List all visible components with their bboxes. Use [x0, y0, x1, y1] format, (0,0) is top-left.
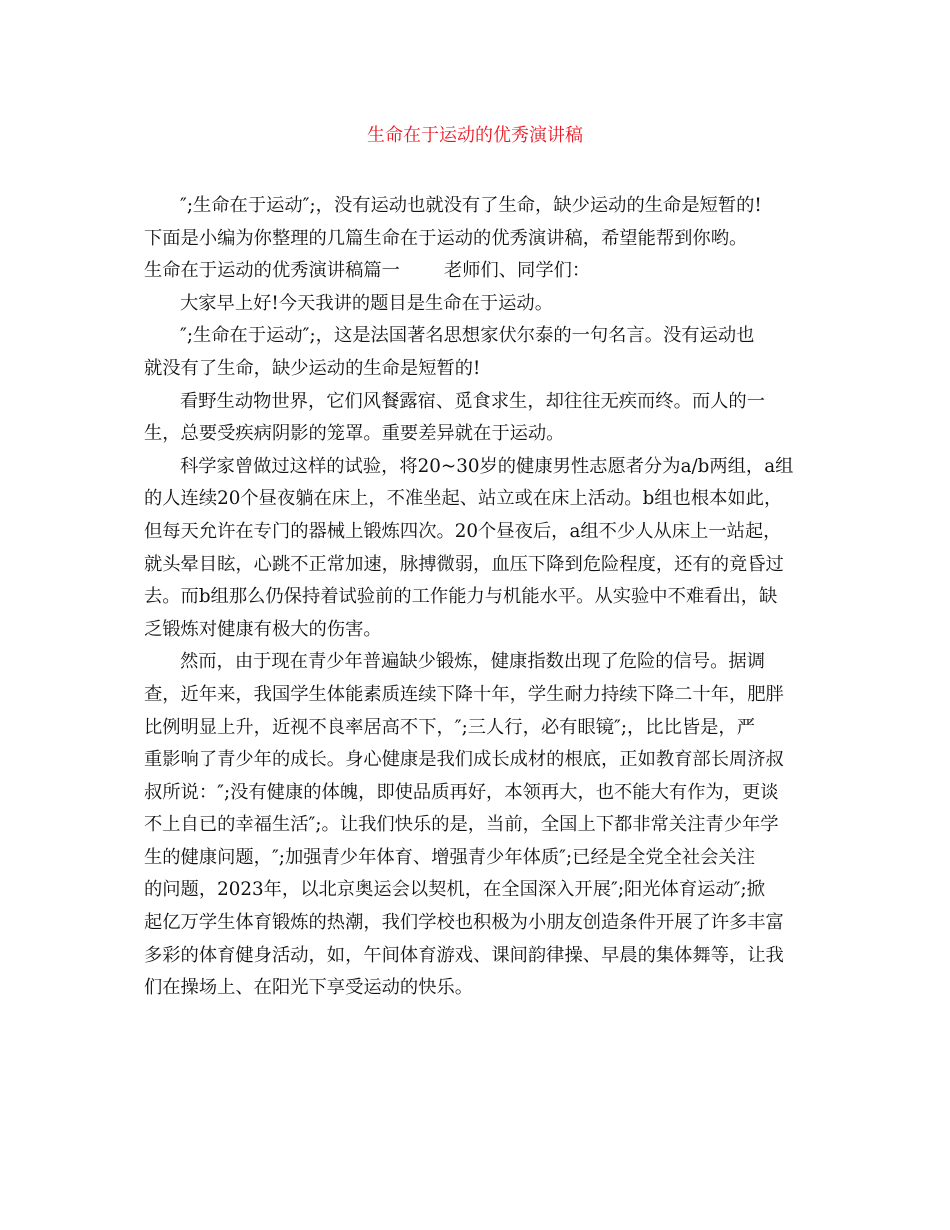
- text-line: [144, 646, 809, 679]
- text-line: [144, 842, 809, 875]
- text-line: [144, 483, 809, 516]
- text-line-content: 但每天允许在专门的器械上锻炼四次。20个昼夜后，a组不少人从床上一站起，: [144, 520, 782, 542]
- text-line: [144, 679, 809, 712]
- text-line-content: 们在操场上、在阳光下享受运动的快乐。: [144, 977, 474, 999]
- text-line: [144, 255, 809, 288]
- text-line-content: 乏锻炼对健康有极大的伤害。: [144, 618, 382, 640]
- text-line: [144, 972, 809, 1005]
- text-line-content: 大家早上好!今天我讲的题目是生命在于运动。: [180, 292, 553, 314]
- document-body: [144, 190, 809, 1005]
- text-line-content: 重影响了青少年的成长。身心健康是我们成长成材的根底，正如教育部长周济叔: [144, 749, 784, 771]
- text-line: [144, 320, 809, 353]
- text-line-content: 就头晕目眩，心跳不正常加速，脉搏微弱，血压下降到危险程度，还有的竟昏过: [144, 553, 784, 575]
- text-line-content: 下面是小编为你整理的几篇生命在于运动的优秀演讲稿，希望能帮到你哟。: [144, 227, 748, 249]
- text-line-content: 的问题，2023年，以北京奥运会以契机，在全国深入开展″;阳光体育运动″;掀: [144, 879, 765, 901]
- text-line: [144, 190, 809, 223]
- text-line-content: 然而，由于现在青少年普遍缺少锻炼，健康指数出现了危险的信号。据调: [180, 651, 765, 673]
- text-line-content: 不上自已的幸福生活″;。让我们快乐的是，当前，全国上下都非常关注青少年学: [144, 814, 779, 836]
- text-line-content: 就没有了生命，缺少运动的生命是短暂的!: [144, 357, 481, 379]
- text-line-content: 科学家曾做过这样的试验，将20~30岁的健康男性志愿者分为a/b两组，a组: [180, 455, 794, 477]
- text-line-content: 比例明显上升，近视不良率居高不下，″;三人行，必有眼镜″;，比比皆是，严: [144, 716, 755, 738]
- text-line: [144, 353, 809, 386]
- text-line: [144, 223, 809, 256]
- text-line: [144, 874, 809, 907]
- text-line-content: 起亿万学生体育锻炼的热潮，我们学校也积极为小朋友创造条件开展了许多丰富: [144, 912, 784, 934]
- document-title: 生命在于运动的优秀演讲稿: [367, 125, 583, 146]
- text-line-content: 的人连续20个昼夜躺在床上，不准坐起、站立或在床上活动。b组也根本如此，: [144, 488, 783, 510]
- text-line-content: 去。而b组那么仍保持着试验前的工作能力与机能水平。从实验中不难看出，缺: [144, 586, 778, 608]
- text-line: [144, 418, 809, 451]
- text-line: [144, 809, 809, 842]
- text-line-content: ″;生命在于运动″;，这是法国著名思想家伏尔泰的一句名言。没有运动也: [180, 325, 755, 347]
- text-line-content: 生命在于运动的优秀演讲稿篇一: [144, 260, 400, 282]
- text-line: [144, 581, 809, 614]
- text-line-content: 看野生动物世界，它们风餐露宿、觅食求生，却往往无疾而终。而人的一: [180, 390, 765, 412]
- text-line: [144, 744, 809, 777]
- text-line: [144, 940, 809, 973]
- text-line: [144, 777, 809, 810]
- text-line: [144, 288, 809, 321]
- text-line: [144, 614, 809, 647]
- text-line: [144, 549, 809, 582]
- text-line-content: 生，总要受疾病阴影的笼罩。重要差异就在于运动。: [144, 423, 565, 445]
- text-line: [144, 907, 809, 940]
- text-line-content: ″;生命在于运动″;，没有运动也就没有了生命，缺少运动的生命是短暂的!: [180, 195, 762, 216]
- text-line-content: 查，近年来，我国学生体能素质连续下降十年，学生耐力持续下降二十年，肥胖: [144, 683, 784, 705]
- text-line-content: 多彩的体育健身活动，如，午间体育游戏、课间韵律操、早晨的集体舞等，让我: [144, 944, 784, 966]
- text-line-content: 生的健康问题，″;加强青少年体育、增强青少年体质″;已经是全党全社会关注: [144, 846, 755, 868]
- text-line: [144, 386, 809, 419]
- text-line: [144, 712, 809, 745]
- text-line-content: 叔所说：″;没有健康的体魄，即使品质再好，本领再大，也不能大有作为，更谈: [144, 781, 779, 803]
- text-line-tail: 老师们、同学们：: [443, 260, 591, 282]
- text-line: [144, 516, 809, 549]
- text-line: [144, 451, 809, 484]
